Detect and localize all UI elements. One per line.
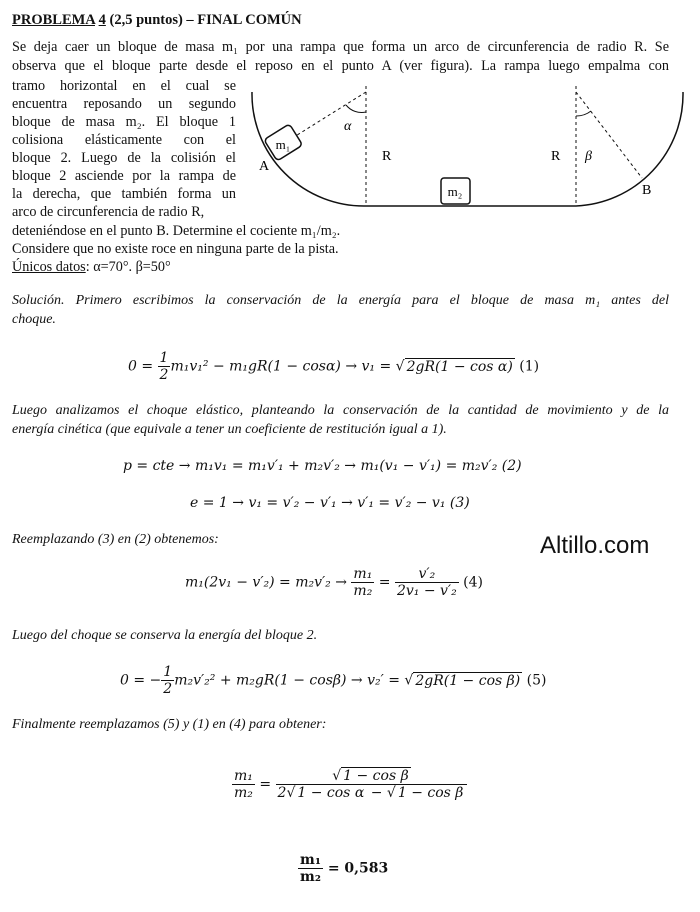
replace-text: Reemplazando (3) en (2) obtenemos:	[12, 532, 219, 547]
statement-line-1: Se deja caer un bloque de masa m₁ por una rampa que forma un arco de circunferencia de radio R. Se	[12, 39, 669, 55]
equation-4: m₁(2v₁ − v′₂) = m₂v′₂ → $\frac{\text{m₁}}{\text{m₂}}$ = $\frac{\text{v′₂}}{\text{2v₁ − v′₂}}$ (4)	[185, 566, 483, 599]
statement-wrap-7: la derecha, que también forma un	[12, 186, 236, 202]
equation-2: p = cte → m₁v₁ = m₁v′₁ + m₂v′₂ → m₁(v₁ − v′₁) = m₂v′₂ (2)	[123, 458, 522, 474]
elastic-text-1: Luego analizamos el choque elástico, planteando la conservación de la cantidad de movimiento y de la	[12, 403, 669, 418]
solution-intro-1: Solución. Primero escribimos la conservación de la energía para el bloque de masa m₁ antes del	[12, 293, 669, 308]
statement-wrap-2: encuentra reposando un segundo	[12, 96, 236, 112]
statement-wrap-8: arco de circunferencia de radio R,	[12, 204, 205, 220]
equation-5: 0 = − $\frac{1}{2}$ m₂v′₂² + m₂gR(1 − cosβ) → v₂′ = √ 2gR(1 − cos β) (5)	[120, 664, 547, 697]
statement-wrap-6: bloque 2 asciende por la rampa de	[12, 168, 236, 184]
altillo-watermark: Altillo.com	[540, 532, 650, 559]
radius-left-label: R	[382, 149, 392, 164]
equation-6: $\frac{\text{m₁}}{\text{m₂}}$ = $\frac{\text{√ 1 − cos β}}{\text{2√ 1 − cos α − √ 1 − cos β}}$	[232, 768, 467, 801]
equation-1: 0 = $\frac{1}{2}$ m₁v₁² − m₁gR(1 − cosα) → v₁ = √ 2gR(1 − cos α) (1)	[128, 350, 540, 383]
elastic-text-2: energía cinética (que equivale a tener un coeficiente de restitución igual a 1).	[12, 422, 447, 437]
angle-line-alpha	[286, 92, 366, 142]
statement-data: Únicos datos: α=70°. β=50°	[12, 259, 171, 275]
statement-tail-1: deteniéndose en el punto B. Determine el cociente m₁/m₂.	[12, 223, 341, 239]
statement-wrap-5: bloque 2. Luego de la colisión el	[12, 150, 236, 166]
statement-line-2: observa que el bloque parte desde el reposo en el punto A (ver figura). La rampa luego empalma con	[12, 58, 669, 74]
alpha-arc	[346, 105, 366, 112]
statement-wrap-4: colisiona elásticamente con el	[12, 132, 236, 148]
after-collision-text: Luego del choque se conserva la energía del bloque 2.	[12, 628, 318, 643]
angle-line-beta	[576, 92, 642, 178]
equation-3: e = 1 → v₁ = v′₂ − v′₁ → v′₁ = v′₂ − v₁ (3)	[190, 495, 470, 511]
ramp-figure	[240, 78, 685, 220]
block-m1-label: m₁	[275, 137, 291, 152]
radius-right-label: R	[551, 149, 561, 164]
statement-wrap-3: bloque de masa m₂. El bloque 1	[12, 114, 236, 130]
block-m2-label: m₂	[447, 184, 463, 199]
point-b-label: B	[642, 183, 652, 198]
alpha-label: α	[344, 119, 352, 134]
statement-tail-2: Considere que no existe roce en ninguna parte de la pista.	[12, 241, 339, 257]
solution-intro-2: choque.	[12, 312, 56, 327]
final-text: Finalmente reemplazamos (5) y (1) en (4) para obtener:	[12, 717, 327, 732]
beta-label: β	[585, 149, 592, 164]
beta-arc	[576, 111, 591, 116]
point-a-label: A	[259, 159, 270, 174]
statement-wrap-1: tramo horizontal en el cual se	[12, 78, 236, 94]
problem-title: PROBLEMA 4 (2,5 puntos) – FINAL COMÚN	[12, 12, 302, 28]
final-result: $\frac{\text{m₁}}{\text{m₂}}$ = 0,583	[300, 852, 389, 885]
